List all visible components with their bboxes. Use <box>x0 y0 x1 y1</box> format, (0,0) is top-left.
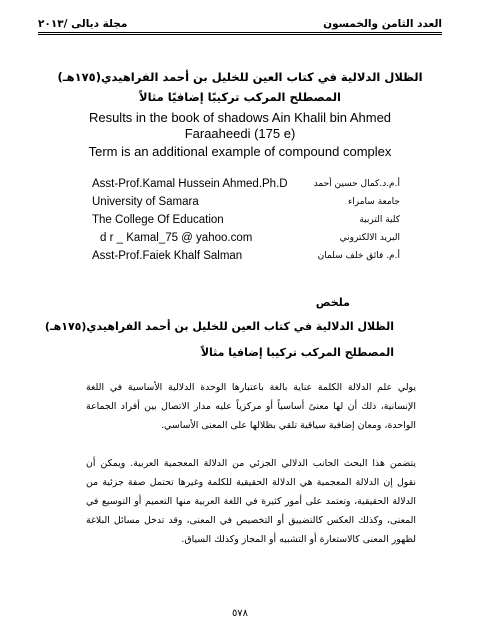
author-row <box>92 248 400 264</box>
english-title-line-2: Faraaheedi (175 e) <box>184 126 296 141</box>
arabic-title-line-1: الظلال الدلالية في كتاب العين للخليل بن أحمد الفراهيدي(١٧٥هـ) <box>57 70 423 84</box>
issue-number: العدد الثامن والخمسون <box>323 18 442 30</box>
journal-name: مجلة ديالى /٢٠١٣ <box>38 18 128 30</box>
english-title-line-3: Term is an additional example of compound complex <box>88 144 392 159</box>
abstract-heading: ملخص <box>315 296 350 309</box>
abstract-paragraph-1: يولي علم الدلالة الكلمة عناية بالغة باعتبارها الوحدة الدلالية الأساسية في اللغة الإنسانية، ذلك أن لها معنىً أساسياً أو مركزياً عليه مدار الاتصال بين أفراد الجماعة الواحدة، ومعان إضافية سياقية تلقي بظلالها على المعنى الأساسي. <box>86 382 416 431</box>
author-ar: البريد الالكتروني <box>339 233 400 243</box>
running-header <box>38 12 442 35</box>
author-row <box>92 230 400 246</box>
author-ar: كلية التربية <box>359 215 400 225</box>
author-row <box>92 176 400 192</box>
author-ar: جامعة سامراء <box>348 197 400 207</box>
abstract-title-line-1: الظلال الدلالية في كتاب العين للخليل بن أحمد الفراهيدي(١٧٥هـ) <box>44 320 394 333</box>
author-row <box>92 194 400 210</box>
author-en: University of Samara <box>92 196 199 208</box>
abstract-paragraph-2: يتضمن هذا البحث الجانب الدلالي الجزئي من الدلالة المعجمية العربية. ويمكن أن نقول إن الدلالة المعجمية هي الدلالة الحقيقية للكلمة وغيرها تحتمل صفة جزئية من الدلالة الحقيقية، وتعتمد على أمور كثيرة في اللغة العربية منها التعميم أو التوسيع في المعنى، وكذلك العكس كالتضييق أو التخصيص في المعنى، وقد تدخل مسائل البلاغة لظهور المعنى كالاستعارة أو التشبيه أو المجاز وكذلك السياق. <box>86 458 416 545</box>
author-en: The College Of Education <box>92 214 224 226</box>
author-en: Asst-Prof.Faiek Khalf Salman <box>92 250 243 262</box>
author-ar: أ.م. فائق خلف سلمان <box>317 251 400 261</box>
english-title-line-1: Results in the book of shadows Ain Khalil bin Ahmed <box>88 110 392 125</box>
abstract-title-line-2: المصطلح المركب تركيبا إضافيا مثالاً <box>200 346 394 359</box>
author-en: Asst-Prof.Kamal Hussein Ahmed.Ph.D <box>92 178 288 190</box>
arabic-title-line-2: المصطلح المركب تركيبًا إضافيًا مثالاً <box>139 90 341 104</box>
author-ar: أ.م.د.كمال حسين أحمد <box>313 179 400 189</box>
author-email: d r _ Kamal_75 @ yahoo.com <box>100 232 253 244</box>
page-number: ٥٧٨ <box>231 608 249 619</box>
author-row <box>92 212 400 228</box>
